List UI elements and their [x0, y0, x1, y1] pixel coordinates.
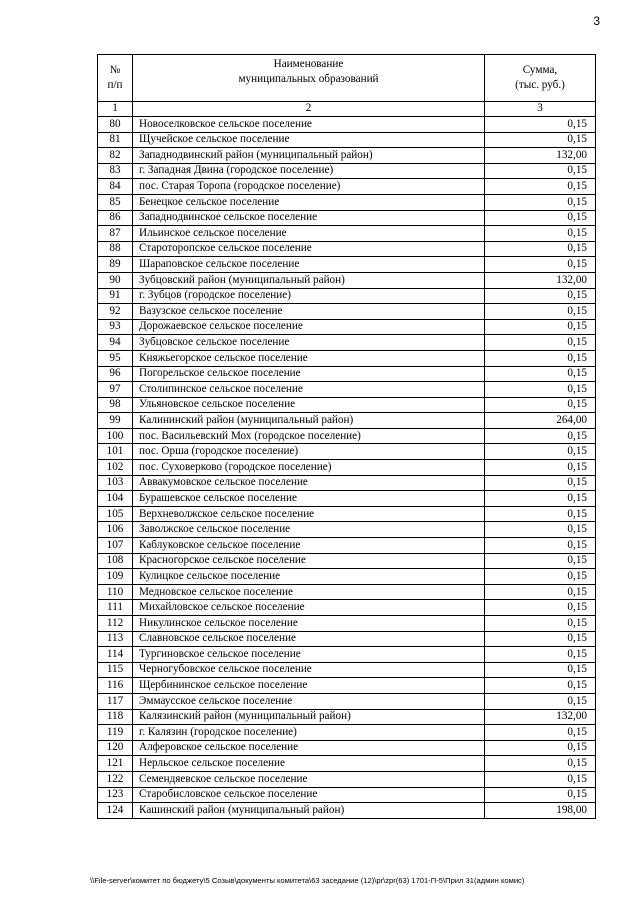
amount-value: 0,15 — [485, 647, 596, 663]
table-row — [98, 304, 596, 320]
amount-value: 0,15 — [485, 117, 596, 133]
row-number: 96 — [98, 366, 133, 382]
table-row — [98, 787, 596, 803]
row-number: 90 — [98, 272, 133, 288]
municipality-name: Калязинский район (муниципальный район) — [133, 709, 485, 725]
amount-value: 0,15 — [485, 693, 596, 709]
table-row — [98, 771, 596, 787]
table-row — [98, 132, 596, 148]
table-row — [98, 538, 596, 554]
municipality-name: Новоселковское сельское поселение — [133, 117, 485, 133]
amount-value: 198,00 — [485, 803, 596, 819]
municipality-name: Семендяевское сельское поселение — [133, 771, 485, 787]
table-row — [98, 350, 596, 366]
row-number: 123 — [98, 787, 133, 803]
row-number: 81 — [98, 132, 133, 148]
municipality-name: Тургиновское сельское поселение — [133, 647, 485, 663]
amount-value: 0,15 — [485, 662, 596, 678]
municipality-name: Черногубовское сельское поселение — [133, 662, 485, 678]
table-row — [98, 148, 596, 164]
row-number: 98 — [98, 397, 133, 413]
row-number: 89 — [98, 257, 133, 273]
table-row — [98, 444, 596, 460]
amount-value: 0,15 — [485, 631, 596, 647]
municipality-name: Медновское сельское поселение — [133, 584, 485, 600]
row-number: 92 — [98, 304, 133, 320]
column-index-1: 1 — [98, 102, 133, 117]
table-row — [98, 397, 596, 413]
amount-value: 0,15 — [485, 335, 596, 351]
row-number: 109 — [98, 569, 133, 585]
row-number: 115 — [98, 662, 133, 678]
row-number: 101 — [98, 444, 133, 460]
header-name-line2: муниципальных образований — [238, 73, 379, 86]
row-number: 99 — [98, 413, 133, 429]
table-header-row — [98, 55, 596, 102]
municipality-name: г. Западная Двина (городское поселение) — [133, 163, 485, 179]
table-row — [98, 725, 596, 741]
municipality-name: Дорожаевское сельское поселение — [133, 319, 485, 335]
amount-value: 0,15 — [485, 194, 596, 210]
municipal-allocation-table — [97, 54, 596, 819]
amount-value: 0,15 — [485, 210, 596, 226]
municipality-name: Ульяновское сельское поселение — [133, 397, 485, 413]
row-number: 82 — [98, 148, 133, 164]
table-row — [98, 506, 596, 522]
municipality-name: Кулицкое сельское поселение — [133, 569, 485, 585]
row-number: 108 — [98, 553, 133, 569]
table-row — [98, 366, 596, 382]
row-number: 100 — [98, 428, 133, 444]
row-number: 91 — [98, 288, 133, 304]
amount-value: 0,15 — [485, 460, 596, 476]
municipality-name: Алферовское сельское поселение — [133, 740, 485, 756]
amount-value: 0,15 — [485, 506, 596, 522]
row-number: 124 — [98, 803, 133, 819]
table-row — [98, 413, 596, 429]
municipality-name: пос. Орша (городское поселение) — [133, 444, 485, 460]
row-number: 113 — [98, 631, 133, 647]
table-row — [98, 335, 596, 351]
municipality-name: Ильинское сельское поселение — [133, 226, 485, 242]
amount-value: 0,15 — [485, 725, 596, 741]
header-name-line1: Наименование — [273, 58, 344, 70]
municipality-name: Нерльское сельское поселение — [133, 756, 485, 772]
municipality-name: Калининский район (муниципальный район) — [133, 413, 485, 429]
table-row — [98, 226, 596, 242]
municipality-name: Михайловское сельское поселение — [133, 600, 485, 616]
municipality-name: Каблуковское сельское поселение — [133, 538, 485, 554]
row-number: 102 — [98, 460, 133, 476]
table-row — [98, 194, 596, 210]
table-row — [98, 428, 596, 444]
table-row — [98, 740, 596, 756]
column-index-2: 2 — [133, 102, 485, 117]
row-number: 107 — [98, 538, 133, 554]
amount-value: 0,15 — [485, 428, 596, 444]
amount-value: 132,00 — [485, 148, 596, 164]
row-number: 117 — [98, 693, 133, 709]
amount-value: 0,15 — [485, 553, 596, 569]
table-row — [98, 584, 596, 600]
table-row — [98, 678, 596, 694]
table-row — [98, 522, 596, 538]
row-number: 116 — [98, 678, 133, 694]
amount-value: 0,15 — [485, 678, 596, 694]
municipality-name: пос. Суховерково (городское поселение) — [133, 460, 485, 476]
amount-value: 0,15 — [485, 787, 596, 803]
amount-value: 0,15 — [485, 288, 596, 304]
amount-value: 132,00 — [485, 709, 596, 725]
row-number: 112 — [98, 616, 133, 632]
table-row — [98, 257, 596, 273]
municipality-name: пос. Старая Торопа (городское поселение) — [133, 179, 485, 195]
row-number: 80 — [98, 117, 133, 133]
amount-value: 0,15 — [485, 226, 596, 242]
table-row — [98, 803, 596, 819]
table-row — [98, 616, 596, 632]
amount-value: 0,15 — [485, 163, 596, 179]
municipality-name: Эммаусское сельское поселение — [133, 693, 485, 709]
row-number: 94 — [98, 335, 133, 351]
amount-value: 0,15 — [485, 600, 596, 616]
amount-value: 0,15 — [485, 241, 596, 257]
footer-file-path: \\File-server\комитет по бюджету\5 Созыв\документы комитета\63 заседание (12)\pr\zpr(63) 1701-П-5\Прил 31(админ комис) — [90, 876, 525, 885]
row-number: 119 — [98, 725, 133, 741]
table-row — [98, 709, 596, 725]
table-row — [98, 163, 596, 179]
municipality-name: Западнодвинский район (муниципальный район) — [133, 148, 485, 164]
municipality-name: г. Зубцов (городское поселение) — [133, 288, 485, 304]
amount-value: 0,15 — [485, 366, 596, 382]
municipality-name: Верхневолжское сельское поселение — [133, 506, 485, 522]
header-number-abbr: п/п — [107, 79, 123, 91]
municipality-name: Заволжское сельское поселение — [133, 522, 485, 538]
row-number: 97 — [98, 382, 133, 398]
row-number: 121 — [98, 756, 133, 772]
amount-value: 0,15 — [485, 740, 596, 756]
table-row — [98, 756, 596, 772]
row-number: 111 — [98, 600, 133, 616]
row-number: 83 — [98, 163, 133, 179]
row-number: 87 — [98, 226, 133, 242]
column-index-row — [98, 102, 596, 117]
row-number: 120 — [98, 740, 133, 756]
row-number: 106 — [98, 522, 133, 538]
municipality-name: Столипинское сельское поселение — [133, 382, 485, 398]
municipality-name: Славновское сельское поселение — [133, 631, 485, 647]
row-number: 122 — [98, 771, 133, 787]
table-row — [98, 553, 596, 569]
amount-value: 0,15 — [485, 616, 596, 632]
amount-value: 0,15 — [485, 397, 596, 413]
table-row — [98, 491, 596, 507]
amount-value: 132,00 — [485, 272, 596, 288]
table-row — [98, 319, 596, 335]
row-number: 84 — [98, 179, 133, 195]
municipality-name: Княжьегорское сельское поселение — [133, 350, 485, 366]
table-row — [98, 179, 596, 195]
municipality-name: Бурашевское сельское поселение — [133, 491, 485, 507]
municipality-name: Щербининское сельское поселение — [133, 678, 485, 694]
municipality-name: Кашинский район (муниципальный район) — [133, 803, 485, 819]
row-number: 95 — [98, 350, 133, 366]
header-sum-line2: (тыс. руб.) — [515, 79, 565, 91]
amount-value: 0,15 — [485, 132, 596, 148]
table-row — [98, 272, 596, 288]
row-number: 118 — [98, 709, 133, 725]
table-row — [98, 662, 596, 678]
amount-value: 0,15 — [485, 319, 596, 335]
amount-value: 0,15 — [485, 569, 596, 585]
row-number: 114 — [98, 647, 133, 663]
row-number: 88 — [98, 241, 133, 257]
municipality-name: Старобисловское сельское поселение — [133, 787, 485, 803]
amount-value: 0,15 — [485, 491, 596, 507]
table-row — [98, 600, 596, 616]
table-body — [98, 117, 596, 819]
amount-value: 0,15 — [485, 756, 596, 772]
row-number: 105 — [98, 506, 133, 522]
row-number: 104 — [98, 491, 133, 507]
header-sum-line1: Сумма, — [522, 63, 558, 76]
header-name — [133, 55, 485, 102]
municipality-name: Западнодвинское сельское поселение — [133, 210, 485, 226]
municipality-name: Староторопское сельское поселение — [133, 241, 485, 257]
page-number: 3 — [593, 14, 600, 28]
table-row — [98, 288, 596, 304]
municipality-name: Зубцовское сельское поселение — [133, 335, 485, 351]
column-index-3: 3 — [485, 102, 596, 117]
amount-value: 0,15 — [485, 382, 596, 398]
header-number — [98, 55, 133, 102]
amount-value: 0,15 — [485, 475, 596, 491]
table-row — [98, 569, 596, 585]
table-row — [98, 241, 596, 257]
row-number: 103 — [98, 475, 133, 491]
amount-value: 0,15 — [485, 538, 596, 554]
municipality-name: Шараповское сельское поселение — [133, 257, 485, 273]
municipality-name: Никулинское сельское поселение — [133, 616, 485, 632]
table-row — [98, 647, 596, 663]
amount-value: 0,15 — [485, 257, 596, 273]
municipality-name: Красногорское сельское поселение — [133, 553, 485, 569]
table-row — [98, 693, 596, 709]
amount-value: 0,15 — [485, 304, 596, 320]
table-row — [98, 382, 596, 398]
row-number: 85 — [98, 194, 133, 210]
amount-value: 0,15 — [485, 350, 596, 366]
amount-value: 264,00 — [485, 413, 596, 429]
municipality-name: пос. Васильевский Мох (городское поселение) — [133, 428, 485, 444]
table-row — [98, 117, 596, 133]
table-row — [98, 631, 596, 647]
table-row — [98, 210, 596, 226]
municipality-name: Погорельское сельское поселение — [133, 366, 485, 382]
header-sum — [485, 55, 596, 102]
table-row — [98, 460, 596, 476]
amount-value: 0,15 — [485, 444, 596, 460]
municipality-name: Бенецкое сельское поселение — [133, 194, 485, 210]
amount-value: 0,15 — [485, 522, 596, 538]
municipality-name: Аввакумовское сельское поселение — [133, 475, 485, 491]
table-row — [98, 475, 596, 491]
row-number: 93 — [98, 319, 133, 335]
amount-value: 0,15 — [485, 771, 596, 787]
amount-value: 0,15 — [485, 584, 596, 600]
municipality-name: Зубцовский район (муниципальный район) — [133, 272, 485, 288]
municipality-name: г. Калязин (городское поселение) — [133, 725, 485, 741]
row-number: 86 — [98, 210, 133, 226]
municipality-name: Щучейское сельское поселение — [133, 132, 485, 148]
header-number-symbol: № — [109, 63, 121, 76]
amount-value: 0,15 — [485, 179, 596, 195]
municipality-name: Вазузское сельское поселение — [133, 304, 485, 320]
row-number: 110 — [98, 584, 133, 600]
